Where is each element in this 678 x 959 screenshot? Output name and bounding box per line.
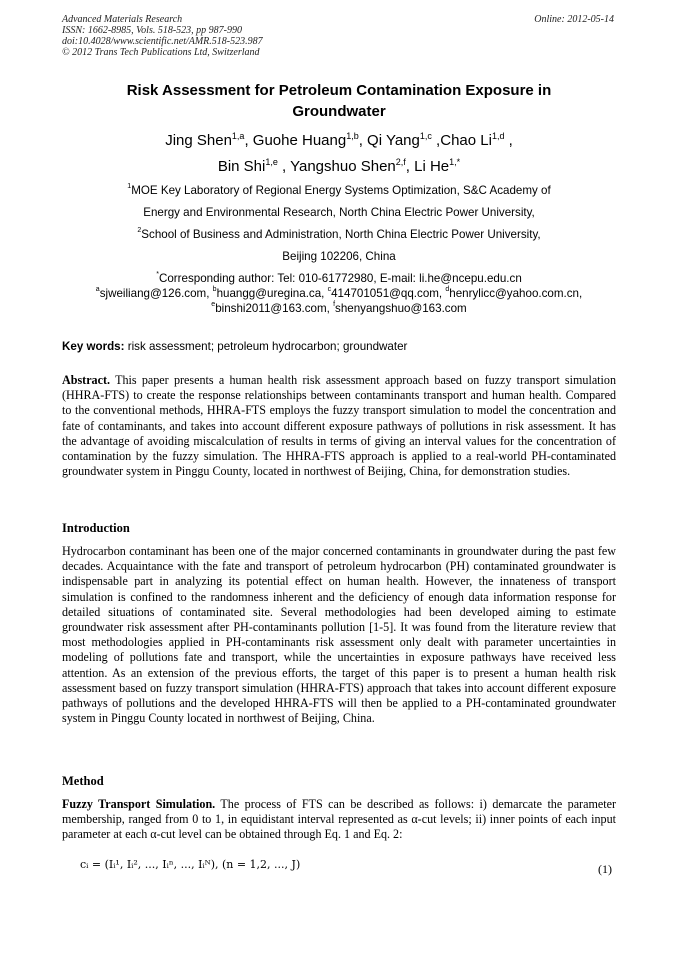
author-sep: , [504, 132, 513, 149]
author-sup: 2,f [395, 157, 406, 167]
author-emails [62, 286, 616, 316]
email-sup: d [445, 286, 450, 293]
affiliation-sup: 1 [127, 183, 132, 190]
abstract-label: Abstract. [62, 373, 111, 387]
email-sup: e [211, 301, 216, 308]
email-sup: c [327, 286, 332, 293]
method-text: The process of FTS can be described as follows: i) demarcate the parameter membership, ranged from 0 to 1, in equidistant interval represented as α-cut levels; ii) inner points of each input parameter at each α-cut level can be obtained through Eq. 1 and Eq. 2: [62, 797, 616, 842]
author-sep: , [358, 132, 368, 149]
corresponding-text: Corresponding author: Tel: 010-61772980, E-mail: li.he@ncepu.edu.cn [158, 272, 522, 285]
email-sup: f [333, 301, 336, 308]
title-line-1: Risk Assessment for Petroleum Contamination Exposure in [126, 82, 552, 99]
author-name: Jing Shen [165, 132, 232, 149]
author-sup: 1,b [346, 131, 359, 141]
author-name: Yangshuo Shen [290, 158, 396, 175]
doi-line: doi:10.4028/www.scientific.net/AMR.518-523.987 [62, 36, 263, 47]
author-line-1 [62, 128, 616, 154]
title-line-2: Groundwater [292, 103, 386, 120]
affiliation-text: School of Business and Administration, North China Electric Power University, [141, 228, 541, 241]
email-link[interactable]: huangg@uregina.ca, [216, 287, 328, 300]
email-sup: a [95, 286, 100, 293]
email-link[interactable]: binshi2011@163.com, [215, 302, 334, 315]
affiliation-1-line-1 [62, 180, 616, 202]
journal-header [62, 14, 263, 58]
corresponding-sup: * [156, 271, 159, 278]
email-line-2 [62, 301, 616, 316]
author-sup: 1,a [231, 131, 245, 141]
abstract [62, 373, 616, 479]
keywords-text: risk assessment; petroleum hydrocarbon; groundwater [124, 340, 408, 353]
affiliations [62, 180, 616, 290]
method-paragraph [62, 797, 616, 843]
author-sup: 1,* [449, 157, 461, 167]
author-list [62, 128, 616, 180]
equation-1: cᵢ = (Iᵢ¹, Iᵢ², ..., Iᵢⁿ, ..., Iᵢᴺ), (n = 1,2, ..., J) [80, 858, 301, 871]
paper-title [62, 80, 616, 122]
abstract-text: This paper presents a human health risk assessment approach based on fuzzy transport simulation (HHRA-FTS) to create the response relationships between contaminants transport and human health. Compared to the conventional methods, HHRA-FTS employs the fuzzy transport simulation to model the concentration and fate of contaminants, and takes into account different exposure pathways of pollutions in risk assessment. It has the advantage of avoiding miscalculation of results in terms of giving an interval values for the concentration of contamination by the fuzzy simulation. The HHRA-FTS approach is applied to a real-world PH-contaminated groundwater system in Pinggu County, located in northwest of Beijing, China, for demonstration studies. [62, 373, 616, 479]
journal-name: Advanced Materials Research [62, 14, 183, 25]
method-heading: Method [62, 774, 104, 788]
email-link[interactable]: 414701051@qq.com, [331, 287, 446, 300]
affiliation-2-line-2: Beijing 102206, China [282, 250, 396, 263]
copyright-line: © 2012 Trans Tech Publications Ltd, Switzerland [62, 47, 260, 58]
affiliation-text: MOE Key Laboratory of Regional Energy Systems Optimization, S&C Academy of [131, 184, 551, 197]
email-link[interactable]: shenyangshuo@163.com [335, 302, 467, 315]
author-sup: 1,d [491, 131, 505, 141]
email-sup: b [212, 286, 217, 293]
online-date: Online: 2012-05-14 [534, 14, 614, 25]
equation-number: (1) [598, 862, 612, 876]
keywords [62, 340, 616, 354]
author-sep: , [244, 132, 253, 149]
author-sep: , [431, 132, 441, 149]
author-name: Qi Yang [367, 132, 420, 149]
affiliation-sup: 2 [137, 227, 142, 234]
author-sep: , [277, 158, 291, 175]
keywords-label: Key words: [62, 340, 125, 353]
affiliation-2-line-1 [62, 224, 616, 246]
method-subheading: Fuzzy Transport Simulation. [62, 797, 216, 811]
author-sup: 1,e [265, 157, 278, 167]
email-link[interactable]: henrylicc@yahoo.com.cn, [449, 287, 583, 300]
author-sup: 1,c [419, 131, 432, 141]
email-link[interactable]: sjweiliang@126.com, [99, 287, 213, 300]
author-name: Bin Shi [217, 158, 266, 175]
author-sep: , [405, 158, 415, 175]
author-name: Guohe Huang [252, 132, 347, 149]
affiliation-1-line-2: Energy and Environmental Research, North China Electric Power University, [143, 206, 535, 219]
introduction-text: Hydrocarbon contaminant has been one of the major concerned contaminants in groundwater during the past few decades. Acquaintance with the fate and transport of petroleum hydrocarbon (PH) contaminated groundwater is indispensable part in analyzing its potential effect on human health. However, the innateness of transport simulation is confined to the randomness inherent and the deficiency of enough data information response for detailed situations of contaminated site. Several methodologies had been developed aiming to estimate groundwater risk assessment after PH-contaminants pollution [1-5]. It was found from the literature review that most methodologies applied in PH-contaminants risk assessment only dealt with parameter uncertainties in modeling of pollutions fate and transport, while the uncertainties in exposure pathways have received less attention. As an extension of the previous efforts, the target of this paper is to present a human health risk assessment based on fuzzy transport simulation (HHRA-FTS) approach that takes into account different exposure pathways of pollutions and the developed HHRA-FTS will then be applied to a PH-contaminated groundwater system in Pinggu County located in northwest of Beijing, China. [62, 544, 616, 726]
author-name: Li He [414, 158, 450, 175]
author-name: Chao Li [440, 132, 492, 149]
author-line-2 [62, 154, 616, 180]
issn-line: ISSN: 1662-8985, Vols. 518-523, pp 987-990 [62, 25, 242, 36]
email-line-1 [62, 286, 616, 301]
introduction-heading: Introduction [62, 521, 130, 535]
